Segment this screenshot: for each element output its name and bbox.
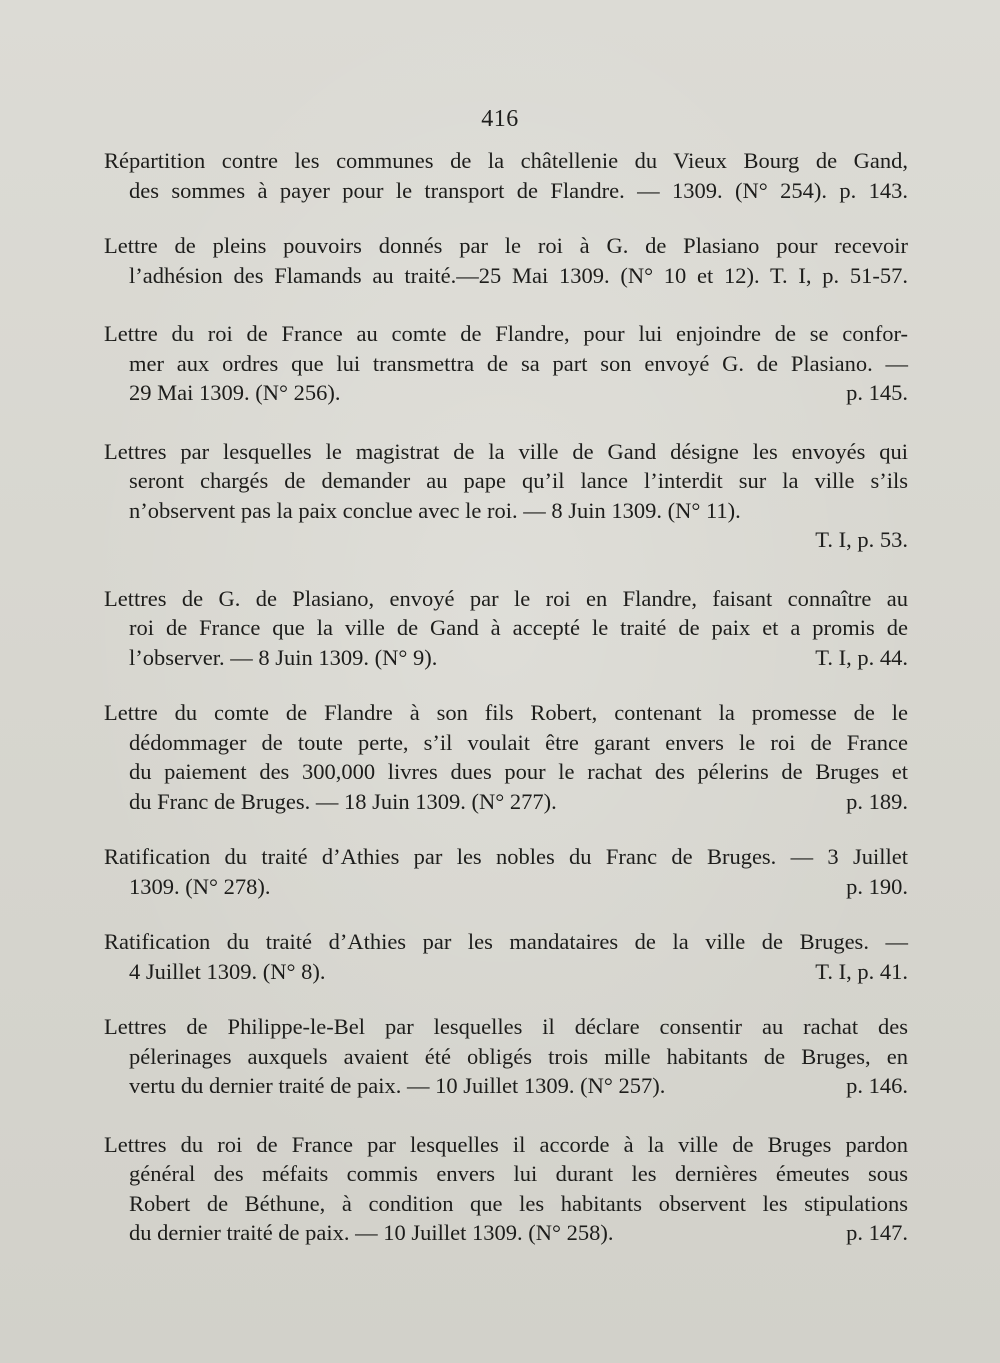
entry-last-text: 1309. (N° 278). — [129, 873, 271, 899]
entry-line: seront chargés de demander au pape qu’il lance l’interdit sur la ville s’ils — [129, 468, 908, 493]
entry-last-line — [104, 1071, 908, 1101]
entry — [104, 927, 908, 986]
entry-reference: p. 145. — [846, 380, 908, 405]
entry-last-text: l’observer. — 8 Juin 1309. (N° 9). — [129, 644, 438, 670]
entries-list — [104, 146, 908, 1248]
page-number: 416 — [481, 106, 519, 132]
entry-reference: p. 147. — [846, 1220, 908, 1245]
entry-last-line — [104, 787, 908, 817]
entry-last-line — [104, 957, 908, 987]
entry-line: Lettre du comte de Flandre à son fils Robert, contenant la promesse de le — [104, 700, 908, 725]
entry — [104, 584, 908, 673]
entry-line: Répartition contre les communes de la châtellenie du Vieux Bourg de Gand, — [104, 148, 908, 173]
entry-line: Ratification du traité d’Athies par les nobles du Franc de Bruges. — 3 Juillet — [104, 844, 908, 869]
entry-line: Lettre du roi de France au comte de Flandre, pour lui enjoindre de se confor- — [104, 321, 908, 346]
entry-reference: p. 146. — [846, 1073, 908, 1098]
entry-last-line — [104, 378, 908, 408]
entry-line: Lettres de G. de Plasiano, envoyé par le roi en Flandre, faisant connaître au — [104, 585, 908, 611]
entry-last-text: 29 Mai 1309. (N° 256). — [129, 380, 341, 405]
entry-reference: T. I, p. 53. — [815, 527, 908, 552]
entry — [104, 319, 908, 408]
entry-line — [104, 496, 908, 526]
entry-line: Lettres du roi de France par lesquelles il accorde à la ville de Bruges pardon — [104, 1131, 908, 1157]
entry-line: Robert de Béthune, à condition que les habitants observent les stipulations — [129, 1190, 908, 1216]
entry-reference: p. 190. — [846, 873, 908, 899]
entry — [104, 842, 908, 901]
entry-line-text: n’observent pas la paix conclue avec le roi. — 8 Juin 1309. (N° 11). — [129, 497, 741, 523]
entry — [104, 1012, 908, 1101]
entry — [104, 1130, 908, 1248]
entry — [104, 698, 908, 816]
entry — [104, 146, 908, 205]
entry-last-line — [104, 643, 908, 673]
entry-reference: T. I, p. 44. — [815, 644, 908, 670]
entry-line: du paiement des 300,000 livres dues pour le rachat des pélerins de Bruges et — [129, 759, 908, 784]
entry-last-text: vertu du dernier traité de paix. — 10 Juillet 1309. (N° 257). — [129, 1073, 666, 1098]
entry-line: général des méfaits commis envers lui durant les dernières émeutes sous — [129, 1161, 908, 1186]
entry-line: Ratification du traité d’Athies par les mandataires de la ville de Bruges. — — [104, 929, 908, 954]
entry-line: Lettres par lesquelles le magistrat de la ville de Gand désigne les envoyés qui — [104, 438, 908, 464]
entry-line: dédommager de toute perte, s’il voulait être garant envers le roi de France — [129, 729, 908, 755]
entry-line: mer aux ordres que lui transmettra de sa part son envoyé G. de Plasiano. — — [129, 350, 908, 376]
entry-line: roi de France que la ville de Gand à accepté le traité de paix et a promis de — [129, 615, 908, 640]
entry-line: Lettres de Philippe-le-Bel par lesquelles il déclare consentir au rachat des — [104, 1014, 908, 1039]
entry-line: Lettre de pleins pouvoirs donnés par le roi à G. de Plasiano pour recevoir — [104, 233, 908, 258]
entry-line: des sommes à payer pour le transport de Flandre. — 1309. (N° 254). p. 143. — [129, 177, 908, 203]
entry-last-text: 4 Juillet 1309. (N° 8). — [129, 958, 326, 984]
entry-last-text: du Franc de Bruges. — 18 Juin 1309. (N° 277). — [129, 788, 557, 814]
entry — [104, 437, 908, 555]
entry — [104, 231, 908, 290]
entry-reference: T. I, p. 41. — [815, 958, 908, 984]
entry-last-line — [104, 1218, 908, 1248]
entry-reference: p. 189. — [846, 788, 908, 814]
entry-line: pélerinages auxquels avaient été obligés trois mille habitants de Bruges, en — [129, 1043, 908, 1069]
entry-last-text: du dernier traité de paix. — 10 Juillet 1309. (N° 258). — [129, 1220, 614, 1245]
entry-line: l’adhésion des Flamands au traité.—25 Mai 1309. (N° 10 et 12). T. I, p. 51-57. — [129, 262, 908, 288]
entry-last-line — [104, 872, 908, 902]
